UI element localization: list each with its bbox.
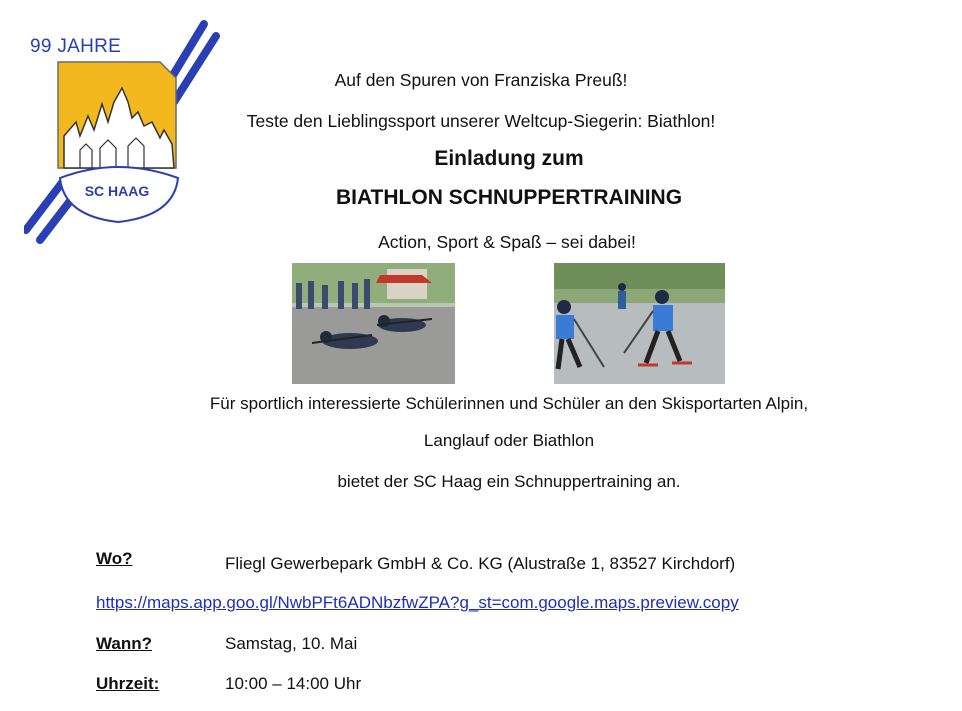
where-label: Wo? <box>96 549 133 568</box>
where-value: Fliegl Gewerbepark GmbH & Co. KG (Alustraße 1, 83527 Kirchdorf) <box>225 554 736 573</box>
photo-biathlon-shooting-icon <box>292 263 455 384</box>
when-value: Samstag, 10. Mai <box>225 634 358 653</box>
body-line-3: bietet der SC Haag ein Schnuppertraining an. <box>337 472 681 491</box>
biathlon-shooting-photo <box>292 263 455 384</box>
time-value: 10:00 – 14:00 Uhr <box>225 674 362 693</box>
body-line-1: Für sportlich interessierte Schülerinnen und Schüler an den Skisportarten Alpin, <box>209 394 809 413</box>
logo-club-text: SC HAAG <box>84 183 150 199</box>
body-line-2: Langlauf oder Biathlon <box>423 431 595 450</box>
intro-line-2: Teste den Lieblingssport unserer Weltcup-Siegerin: Biathlon! <box>246 111 716 131</box>
intro-line-1: Auf den Spuren von Franziska Preuß! <box>334 70 628 90</box>
event-title: BIATHLON SCHNUPPERTRAINING <box>335 186 683 209</box>
tagline: Action, Sport & Spaß – sei dabei! <box>378 232 636 252</box>
rollerski-kids-photo <box>554 263 725 384</box>
photo-rollerski-kids-icon <box>554 263 725 384</box>
logo-years-text: 99 JAHRE <box>30 36 122 57</box>
maps-link[interactable]: https://maps.app.goo.gl/NwbPFt6ADNbzfwZPA?g_st=com.google.maps.preview.copy <box>96 593 739 612</box>
when-label: Wann? <box>96 634 153 653</box>
invitation-heading: Einladung zum <box>434 147 584 170</box>
time-label: Uhrzeit: <box>96 674 160 693</box>
